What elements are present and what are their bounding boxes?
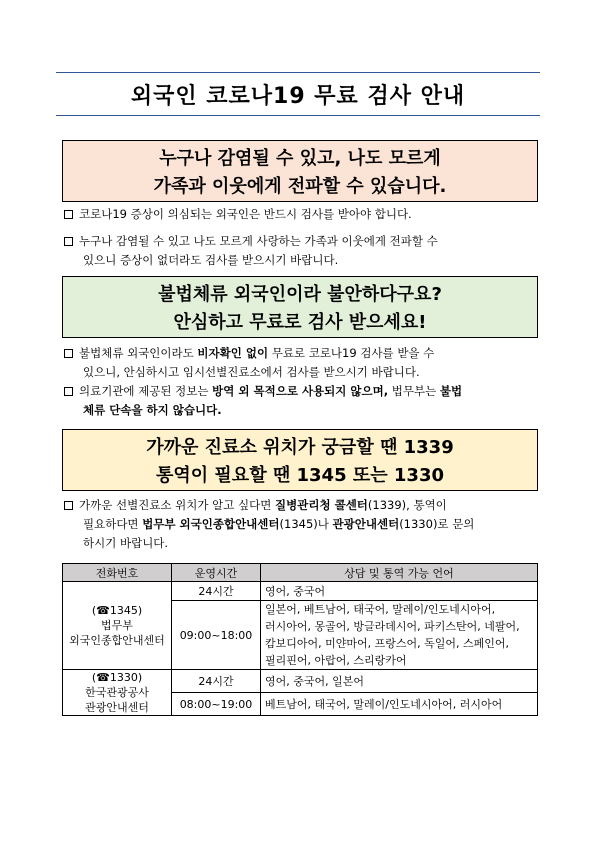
kto-langs-24: 영어, 중국어, 일본어 <box>261 670 538 693</box>
moj-langs-24: 영어, 중국어 <box>261 582 538 601</box>
bullet-item: 의료기관에 제공된 정보는 방역 외 목적으로 사용되지 않으며, 법무부는 불법 체류 단속을 하지 않습니다. <box>64 382 542 420</box>
header-languages: 상담 및 통역 가능 언어 <box>261 564 538 582</box>
banner-line: 가족과 이웃에게 전파할 수 있습니다. <box>153 176 447 197</box>
kto-center: 관광안내센터 <box>85 701 149 714</box>
page-title: 외국인 코로나19 무료 검사 안내 <box>130 84 466 109</box>
header-phone: 전화번호 <box>63 564 172 582</box>
banner-undocumented <box>62 276 538 338</box>
moj-langs-day: 일본어, 베트남어, 태국어, 말레이/인도네시아어, 러시아어, 몽골어, 방글라데시어, 파키스탄어, 네팔어, 캄보디아어, 미얀마어, 프랑스어, 독일어, 스페인어, 필리핀어, 아랍어, 스리랑카어 <box>261 601 538 670</box>
checkbox-square-icon <box>64 237 73 246</box>
banner-line: 통역이 필요할 땐 1345 또는 1330 <box>155 465 445 486</box>
checkbox-square-icon <box>64 387 73 396</box>
moj-phone-cell <box>63 582 172 670</box>
title-bottom-rule <box>56 115 540 116</box>
bullet-item: 불법체류 외국인이라도 비자확인 없이 무료로 코로나19 검사를 받을 수 있으니, 안심하시고 임시선별진료소에서 검사를 받으시기 바랍니다. <box>64 344 542 382</box>
checkbox-square-icon <box>64 501 73 510</box>
table-header-row <box>63 564 538 582</box>
banner-line: 불법체류 외국인이라 불안하다구요? <box>158 284 442 305</box>
moj-phone: (☎1345) <box>91 604 143 617</box>
checkbox-square-icon <box>64 349 73 358</box>
bullet-item: 누구나 감염될 수 있고 나도 모르게 사랑하는 가족과 이웃에게 전파할 수 있으니 증상이 없더라도 검사를 받으시기 바랍니다. <box>64 232 542 270</box>
kto-org: 한국관광공사 <box>85 686 149 699</box>
kto-hours-day: 08:00~19:00 <box>172 693 261 716</box>
banner-infection <box>62 140 538 202</box>
moj-hours-day: 09:00~18:00 <box>172 601 261 670</box>
banner-line: 안심하고 무료로 검사 받으세요! <box>173 312 427 333</box>
language-support-table <box>62 563 538 716</box>
kto-phone-cell <box>63 670 172 716</box>
moj-hours-24: 24시간 <box>172 582 261 601</box>
table-row <box>63 582 538 601</box>
moj-org: 법무부 <box>101 619 133 632</box>
banner-hotlines <box>62 429 538 491</box>
kto-phone: (☎1330) <box>91 671 143 684</box>
checkbox-square-icon <box>64 210 73 219</box>
header-hours: 운영시간 <box>172 564 261 582</box>
kto-langs-day: 베트남어, 태국어, 말레이/인도네시아어, 러시아어 <box>261 693 538 716</box>
table-row <box>63 670 538 693</box>
banner-line: 가까운 진료소 위치가 궁금할 땐 1339 <box>146 437 454 458</box>
moj-center: 외국인종합안내센터 <box>69 634 165 647</box>
banner-line: 누구나 감염될 수 있고, 나도 모르게 <box>159 148 441 169</box>
title-top-rule <box>56 72 540 73</box>
bullet-item: 코로나19 증상이 의심되는 외국인은 반드시 검사를 받아야 합니다. <box>64 205 542 224</box>
kto-hours-24: 24시간 <box>172 670 261 693</box>
bullet-item: 가까운 선별진료소 위치가 알고 싶다면 질병관리청 콜센터(1339), 통역이 필요하다면 법무부 외국인종합안내센터(1345)나 관광안내센터(1330)로 문의 하시기 바랍니다. <box>64 496 542 553</box>
